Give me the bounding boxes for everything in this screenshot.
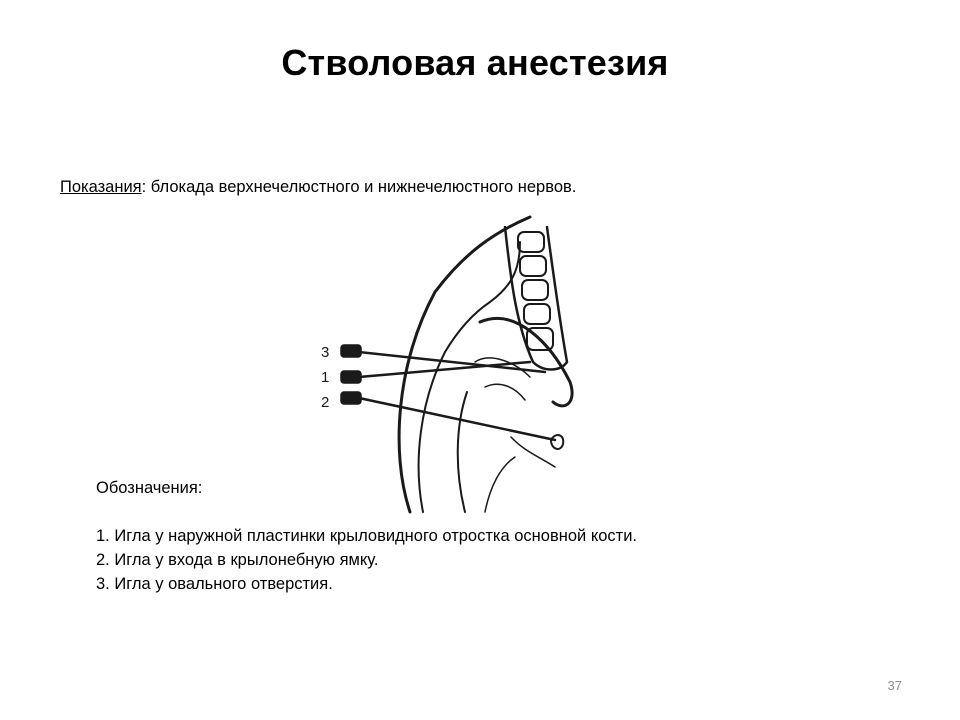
dental-arch-outline <box>505 227 567 370</box>
legend-item: 3. Игла у овального отверстия. <box>96 575 333 593</box>
needle-2-shaft <box>359 398 555 440</box>
indications-label: Показания <box>60 178 142 196</box>
needle-2-hub <box>341 392 361 404</box>
slide-title: Стволовая анестезия <box>281 42 669 83</box>
page-number: 37 <box>887 678 902 693</box>
jaw-contour <box>490 242 520 302</box>
needle-label-2: 2 <box>321 394 330 411</box>
needles <box>341 345 555 440</box>
needle-label-3: 3 <box>321 344 330 361</box>
needle-1-hub <box>341 371 361 383</box>
indications-line <box>60 178 576 197</box>
legend-item: 2. Игла у входа в крылонебную ямку. <box>96 551 379 569</box>
anatomy-illustration <box>315 212 595 517</box>
indications-text: блокада верхнечелюстного и нижнечелюстного нервов. <box>150 178 577 196</box>
legend <box>96 476 637 596</box>
legend-item: 1. Игла у наружной пластинки крыловидного отростка основной кости. <box>96 527 638 545</box>
needle-3-hub <box>341 345 361 357</box>
indications-separator: : <box>141 178 151 196</box>
legend-heading: Обозначения: <box>96 479 203 497</box>
oval-foramen <box>551 435 563 449</box>
needle-label-1: 1 <box>321 369 330 386</box>
needle-1-shaft <box>359 362 530 377</box>
